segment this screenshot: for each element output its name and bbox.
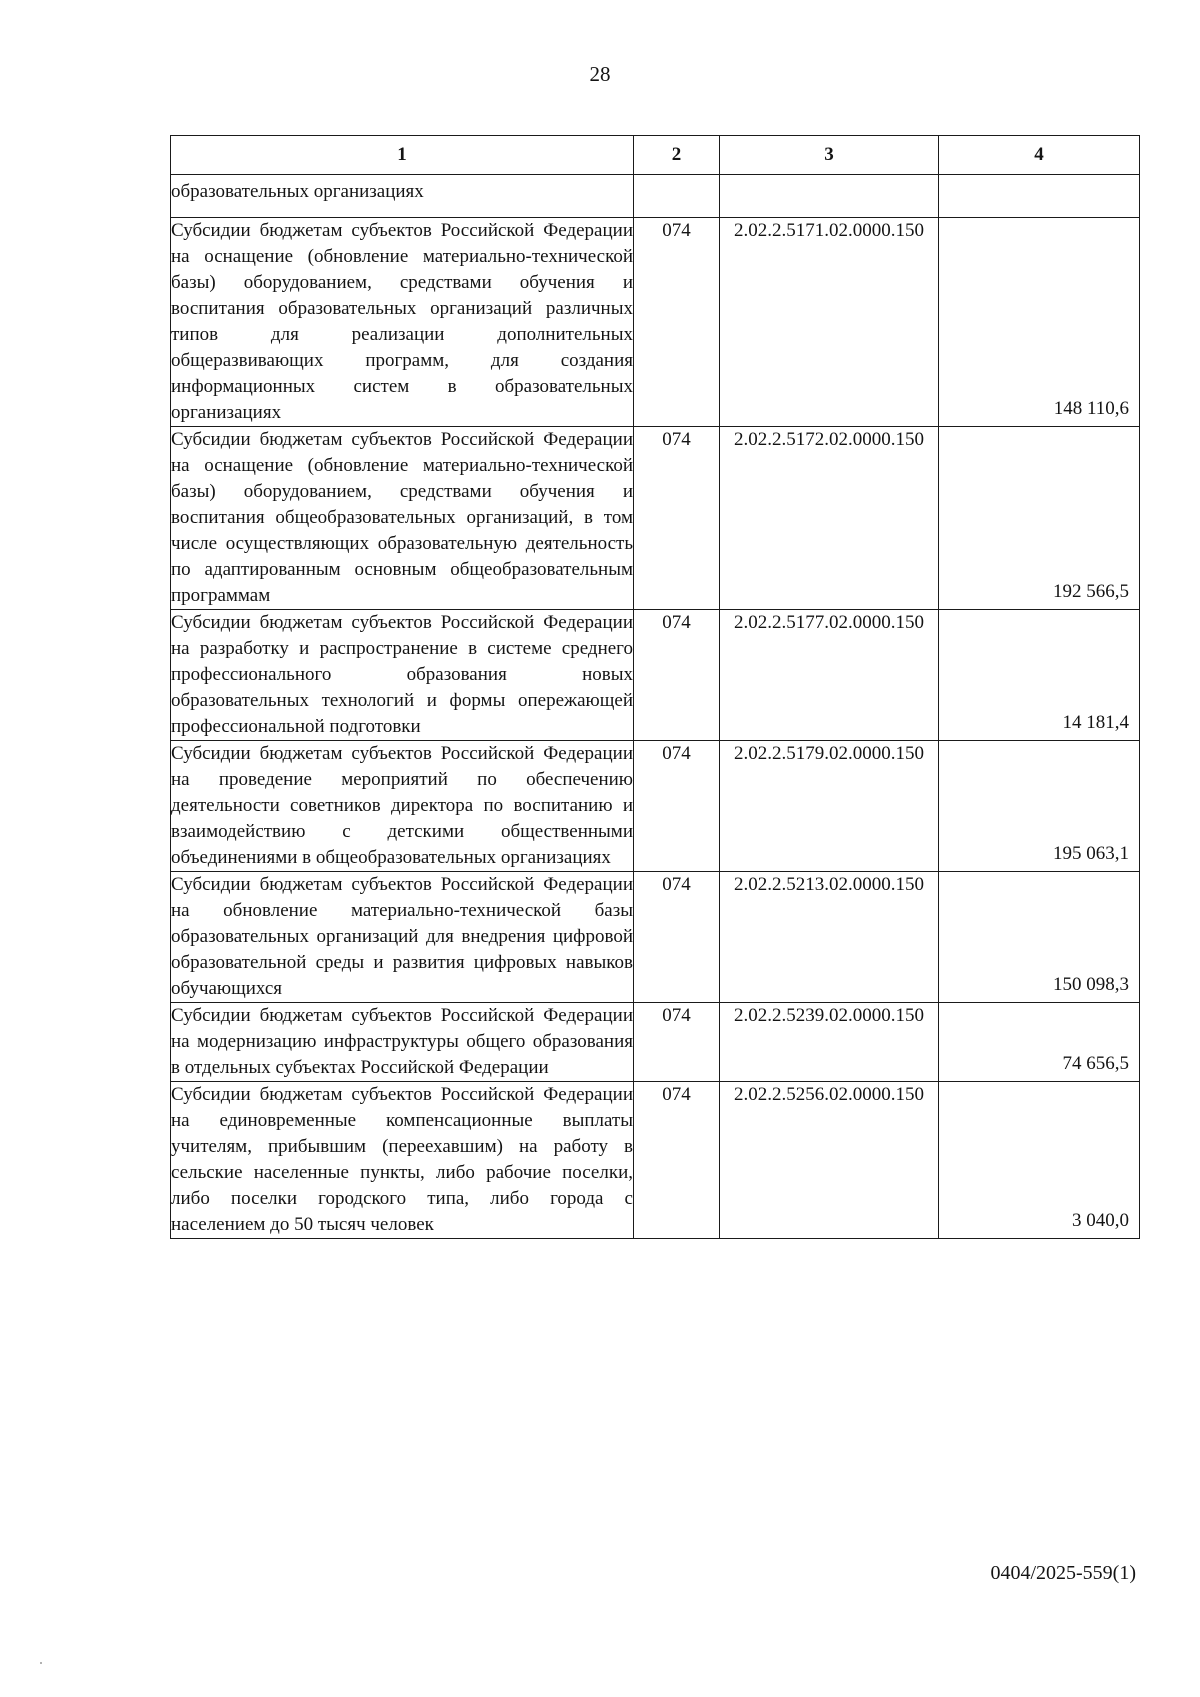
- row-amount: [939, 175, 1140, 218]
- document-registration-number: 0404/2025-559(1): [990, 1562, 1136, 1584]
- row-description: Субсидии бюджетам субъектов Российской Федерации на разработку и распространение в системе среднего профессионального образования новых образовательных технологий и формы опережающей профессиональной подготовки: [171, 610, 634, 741]
- row-description: Субсидии бюджетам субъектов Российской Федерации на единовременные компенсационные выплаты учителям, прибывшим (переехавшим) на работу в сельские населенные пункты, либо рабочие поселки, либо поселки городского типа, либо города с населением до 50 тысяч человек: [171, 1082, 634, 1239]
- row-budget-code: 2.02.2.5239.02.0000.150: [720, 1003, 939, 1082]
- header-col-3: 3: [720, 136, 939, 175]
- table-row: [171, 741, 1140, 872]
- row-description: Субсидии бюджетам субъектов Российской Федерации на оснащение (обновление материально-технической базы) оборудованием, средствами обучения и воспитания образовательных организаций различных типов для реализации дополнительных общеразвивающих программ, для создания информационных систем в образовательных организациях: [171, 218, 634, 427]
- table-row: [171, 427, 1140, 610]
- row-amount: 195 063,1: [939, 741, 1140, 872]
- row-amount: 148 110,6: [939, 218, 1140, 427]
- table-row-continuation: [171, 175, 1140, 218]
- row-budget-code: 2.02.2.5171.02.0000.150: [720, 218, 939, 427]
- row-admin-code: 074: [634, 218, 720, 427]
- row-description: Субсидии бюджетам субъектов Российской Федерации на модернизацию инфраструктуры общего образования в отдельных субъектах Российской Федерации: [171, 1003, 634, 1082]
- table-row: [171, 610, 1140, 741]
- row-amount: 3 040,0: [939, 1082, 1140, 1239]
- header-col-4: 4: [939, 136, 1140, 175]
- row-budget-code: 2.02.2.5172.02.0000.150: [720, 427, 939, 610]
- table-header-row: [171, 136, 1140, 175]
- header-col-1: 1: [171, 136, 634, 175]
- row-amount: 14 181,4: [939, 610, 1140, 741]
- table-row: [171, 872, 1140, 1003]
- row-admin-code: [634, 175, 720, 218]
- budget-revenue-table: [170, 135, 1140, 1239]
- row-budget-code: 2.02.2.5179.02.0000.150: [720, 741, 939, 872]
- row-amount: 74 656,5: [939, 1003, 1140, 1082]
- row-admin-code: 074: [634, 872, 720, 1003]
- table-row: [171, 1082, 1140, 1239]
- row-budget-code: 2.02.2.5256.02.0000.150: [720, 1082, 939, 1239]
- row-description: образовательных организациях: [171, 175, 634, 218]
- scan-speck: [40, 1662, 42, 1664]
- row-budget-code: 2.02.2.5213.02.0000.150: [720, 872, 939, 1003]
- row-admin-code: 074: [634, 741, 720, 872]
- row-admin-code: 074: [634, 610, 720, 741]
- table-row: [171, 1003, 1140, 1082]
- row-budget-code: 2.02.2.5177.02.0000.150: [720, 610, 939, 741]
- row-description: Субсидии бюджетам субъектов Российской Федерации на проведение мероприятий по обеспечению деятельности советников директора по воспитанию и взаимодействию с детскими общественными объединениями в общеобразовательных организациях: [171, 741, 634, 872]
- row-amount: 150 098,3: [939, 872, 1140, 1003]
- row-admin-code: 074: [634, 427, 720, 610]
- row-budget-code: [720, 175, 939, 218]
- row-amount: 192 566,5: [939, 427, 1140, 610]
- table-row: [171, 218, 1140, 427]
- row-description: Субсидии бюджетам субъектов Российской Федерации на оснащение (обновление материально-технической базы) оборудованием, средствами обучения и воспитания общеобразовательных организаций, в том числе осуществляющих образовательную деятельность по адаптированным основным общеобразовательным программам: [171, 427, 634, 610]
- row-admin-code: 074: [634, 1082, 720, 1239]
- page-number: 28: [589, 62, 611, 86]
- row-admin-code: 074: [634, 1003, 720, 1082]
- row-description: Субсидии бюджетам субъектов Российской Федерации на обновление материально-технической базы образовательных организаций для внедрения цифровой образовательной среды и развития цифровых навыков обучающихся: [171, 872, 634, 1003]
- header-col-2: 2: [634, 136, 720, 175]
